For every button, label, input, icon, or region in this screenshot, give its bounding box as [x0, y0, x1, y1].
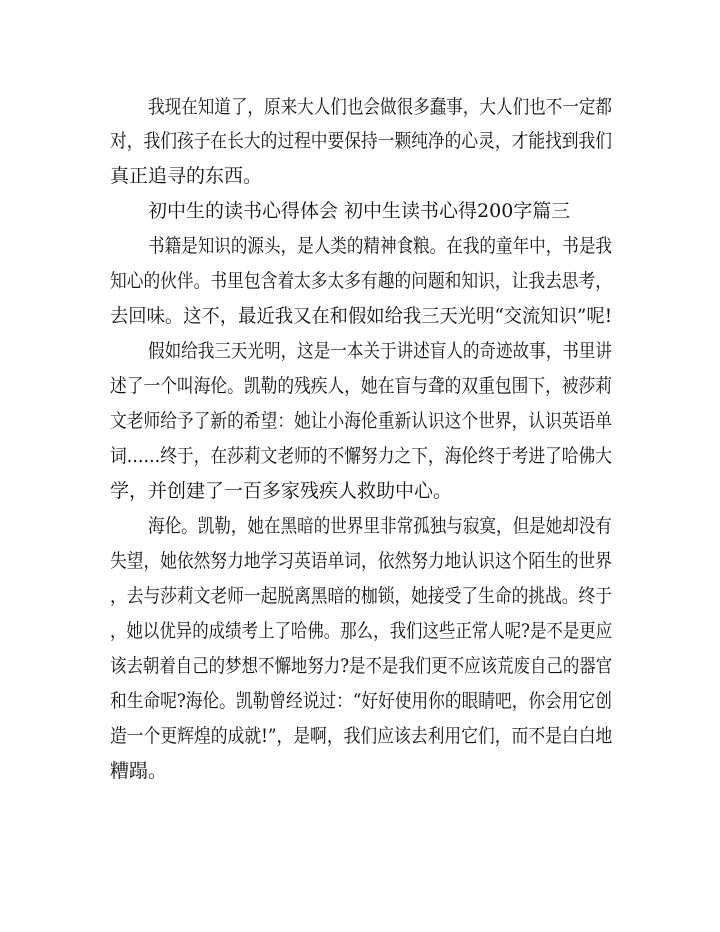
text-line: 文老师给予了新的希望：她让小海伦重新认识这个世界，认识英语单	[110, 410, 613, 432]
text-line: ，她以优异的成绩考上了哈佛。那么，我们这些正常人呢?是不是更应	[110, 620, 613, 642]
text-line: 糟蹋。	[110, 760, 168, 782]
text-line: 海伦。凯勒，她在黑暗的世界里非常孤独与寂寞，但是她却没有	[148, 515, 613, 537]
text-line: 该去朝着自己的梦想不懈地努力?是不是我们更不应该荒废自己的器官	[110, 655, 613, 677]
text-line: 我现在知道了，原来大人们也会做很多蠢事，大人们也不一定都	[148, 96, 613, 118]
text-line: 对，我们孩子在长大的过程中要保持一颗纯净的心灵，才能找到我们	[110, 130, 613, 152]
text-line: 真正追寻的东西。	[110, 165, 263, 187]
text-line: 和生命呢?海伦。凯勒曾经说过：“好好使用你的眼睛吧，你会用它创	[110, 690, 612, 712]
text-line: 学，并创建了一百多家残疾人救助中心。	[110, 480, 453, 502]
text-line: 假如给我三天光明，这是一本关于讲述盲人的奇迹故事，书里讲	[148, 340, 613, 362]
text-line: 知心的伙伴。书里包含着太多太多有趣的问题和知识，让我去思考，	[110, 270, 613, 292]
text-line: 失望，她依然努力地学习英语单词，依然努力地认识这个陌生的世界	[110, 550, 613, 572]
text-line: 造一个更辉煌的成就!”，是啊，我们应该去利用它们，而不是白白地	[110, 725, 613, 747]
text-line: 书籍是知识的源头，是人类的精神食粮。在我的童年中，书是我	[148, 235, 613, 257]
text-line: 去回味。这不，最近我又在和假如给我三天光明“交流知识”呢!	[110, 305, 613, 327]
text-line: 词……终于，在莎莉文老师的不懈努力之下，海伦终于考进了哈佛大	[110, 445, 613, 467]
section-heading: 初中生的读书心得体会 初中生读书心得200字篇三	[148, 200, 571, 222]
text-line: ，去与莎莉文老师一起脱离黑暗的枷锁，她接受了生命的挑战。终于	[110, 585, 613, 607]
text-line: 述了一个叫海伦。凯勒的残疾人，她在盲与聋的双重包围下，被莎莉	[110, 375, 613, 397]
